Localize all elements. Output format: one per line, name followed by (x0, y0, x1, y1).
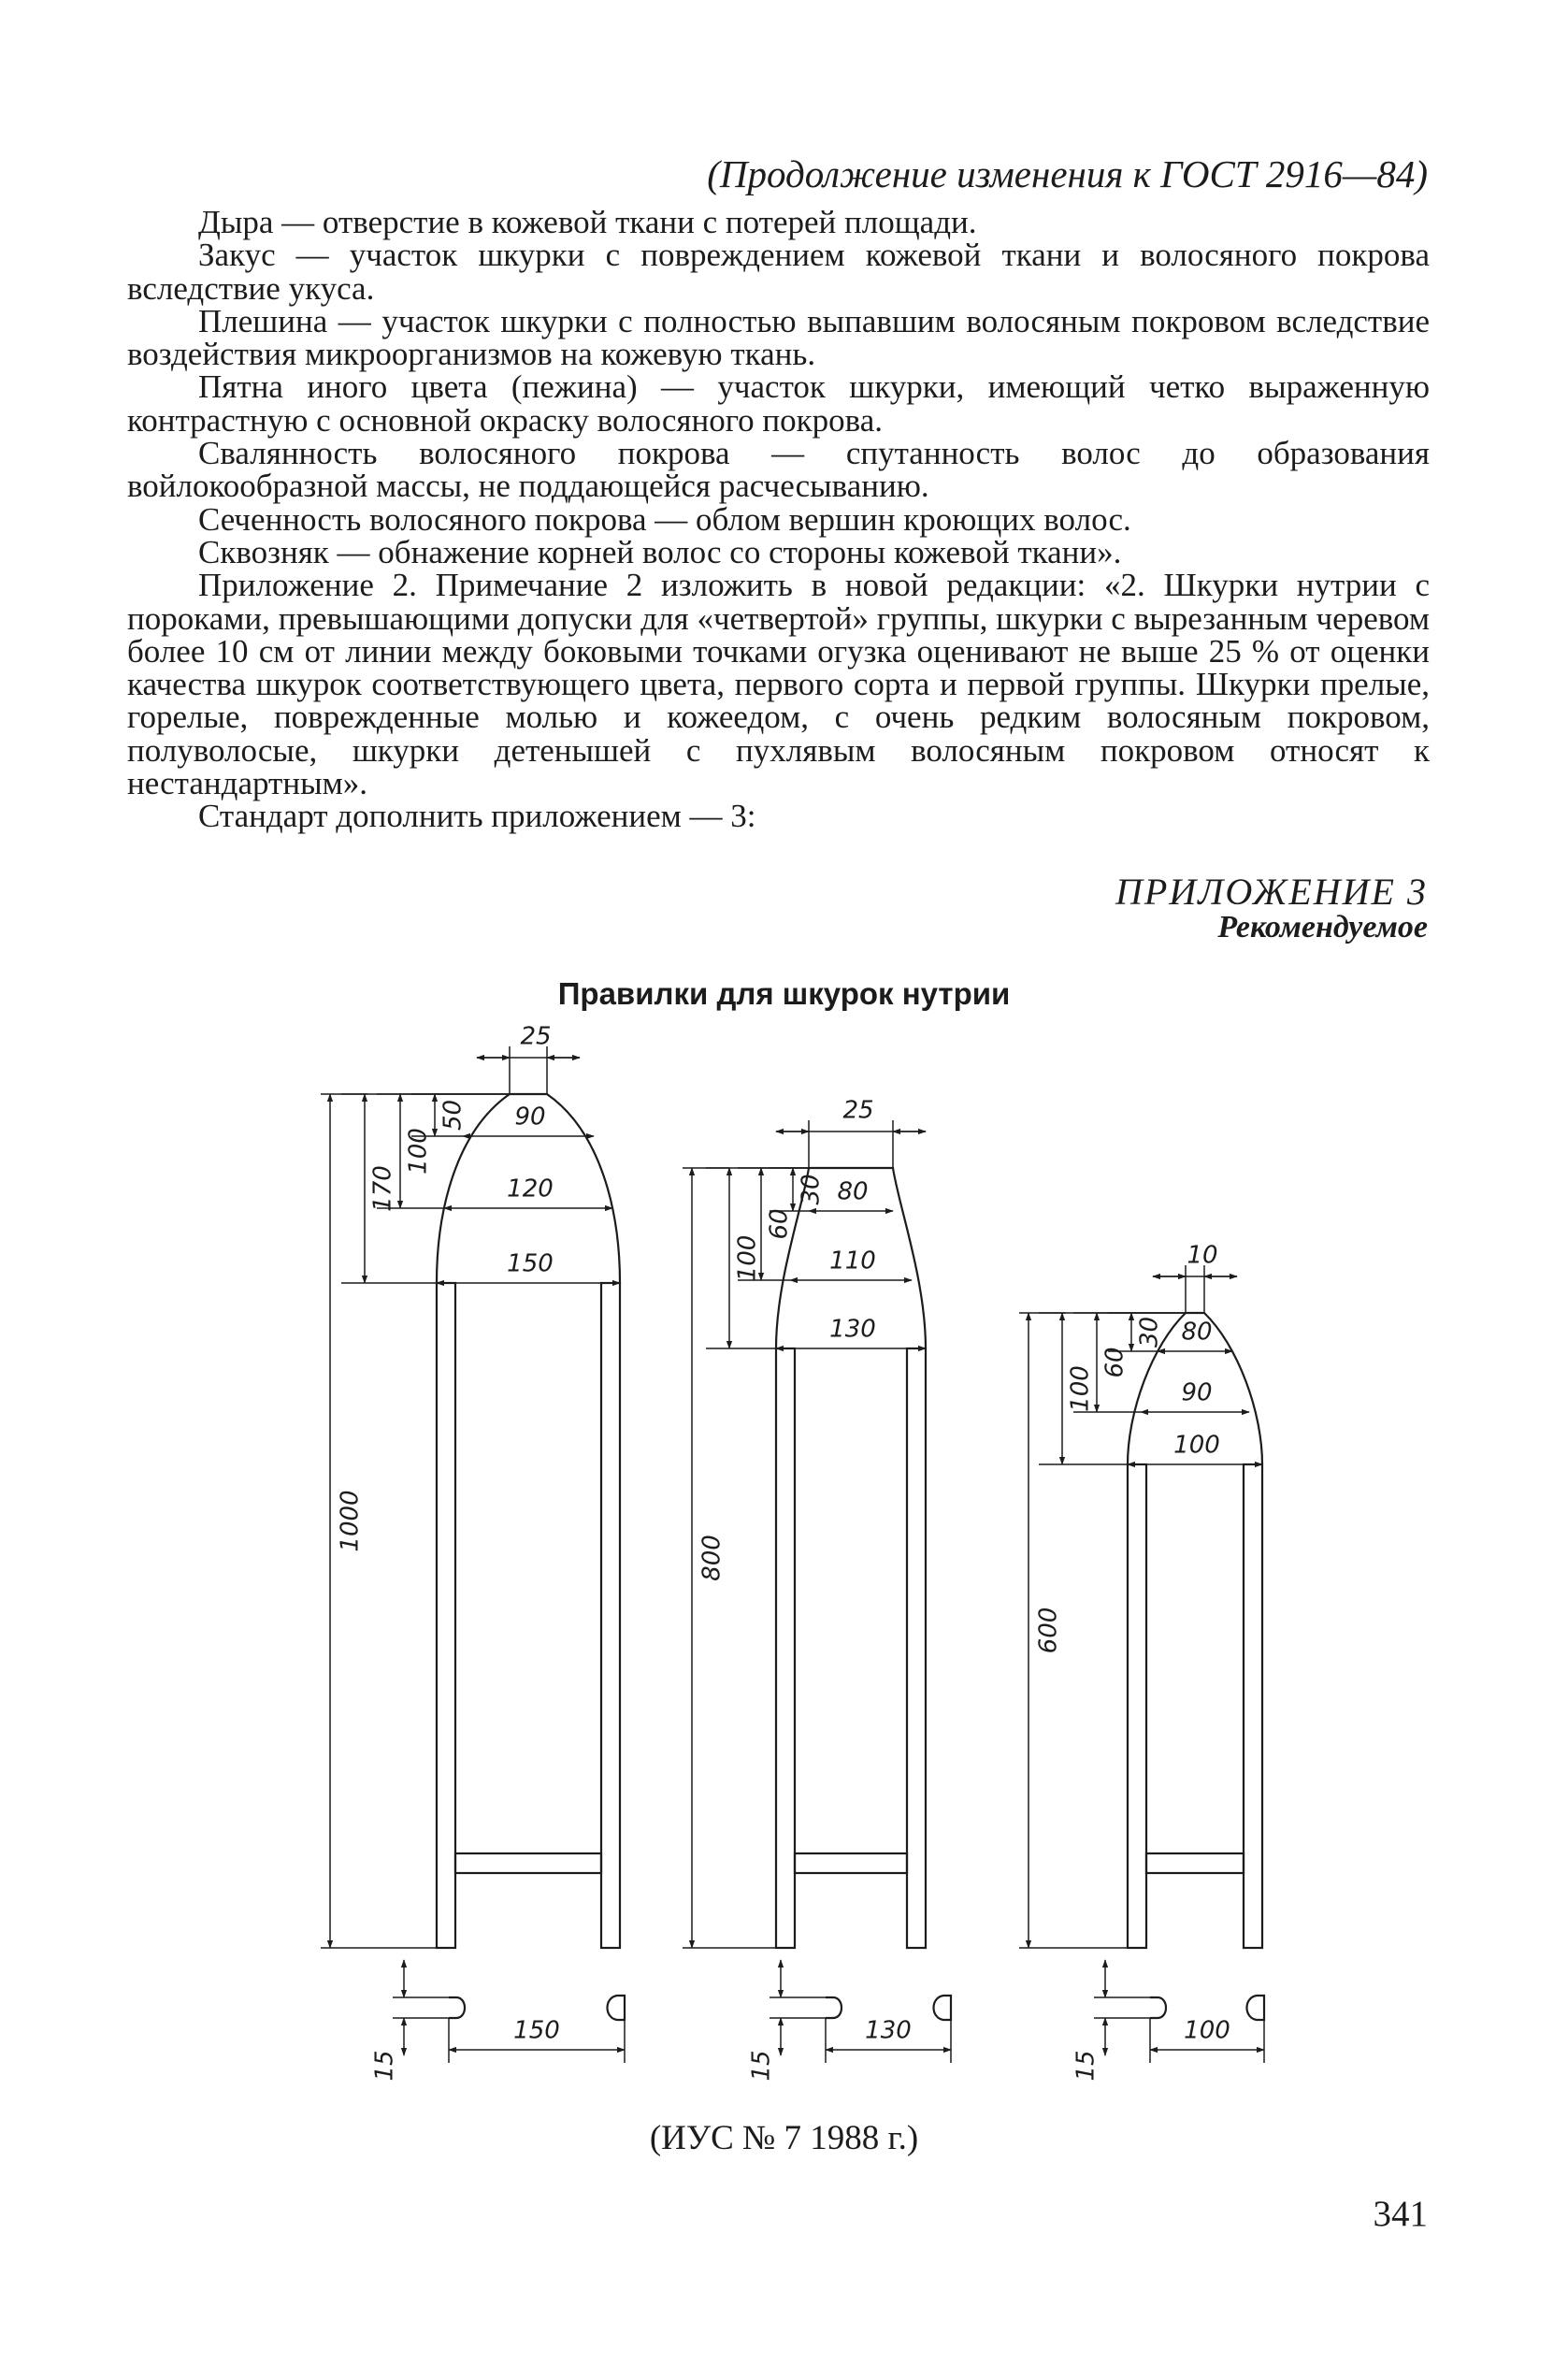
section-width-label: 150 (513, 2016, 560, 2045)
height-label: 30 (1135, 1316, 1164, 1348)
height-label: 60 (765, 1208, 794, 1240)
reference-note: (ИУС № 7 1988 г.) (649, 2119, 919, 2157)
height-label: 100 (404, 1128, 433, 1175)
total-height-label: 1000 (336, 1490, 365, 1552)
paragraph: Сквозняк — обнажение корней волос со стороны кожевой ткани». (198, 533, 1122, 570)
width-label: 150 (507, 1249, 554, 1278)
width-label: 80 (837, 1177, 869, 1206)
width-label: 100 (1173, 1431, 1220, 1460)
height-label: 170 (368, 1165, 397, 1212)
height-label: 50 (439, 1099, 468, 1132)
frame-rail-right (601, 1283, 620, 1948)
top-width-label: 10 (1187, 1241, 1218, 1270)
frame-rail-right (907, 1348, 926, 1948)
top-width-label: 25 (842, 1096, 874, 1125)
paragraph: Приложение 2. Примечание 2 изложить в новой редакции: «2. Шкурки нутрии с пороками, превышающими допуски для «четвертой» группы, шкурки с вырезанным черевом более 10 см от линии между боковыми точками огузка оценивают не выше 25 % от оценки качества шкурок соответствующего цвета, первого сорта и первой группы. Шкурки прелые, горелые, поврежденные молью и кожеедом, с очень редким волосяным покровом, полуволосые, шкурки детенышей с пухлявым волосяным покровом относят к нестандартным». (127, 567, 1430, 802)
paragraph: Пятна иного цвета (пежина) — участок шкурки, имеющий четко выраженную контрастную с основной окраску волосяного покрова. (127, 368, 1430, 439)
frame-rail-left (776, 1348, 795, 1948)
appendix-title: ПРИЛОЖЕНИЕ 3 (1115, 871, 1428, 913)
section-width-label: 100 (1184, 2016, 1230, 2045)
section-right (1247, 1996, 1265, 2020)
top-width-label: 25 (520, 1022, 552, 1051)
height-label: 100 (733, 1234, 762, 1282)
height-label: 60 (1100, 1347, 1129, 1378)
section-width-label: 130 (865, 2016, 912, 2045)
thickness-label: 15 (370, 2050, 399, 2082)
paragraph: Стандарт дополнить приложением — 3: (198, 798, 756, 835)
page-header: (Продолжение изменения к ГОСТ 2916—84) (707, 152, 1428, 195)
total-height-label: 600 (1034, 1607, 1063, 1654)
frame-crossbar (1146, 1853, 1244, 1873)
width-label: 110 (829, 1247, 876, 1276)
appendix-subtitle: Рекомендуемое (1217, 910, 1428, 944)
thickness-label: 15 (747, 2050, 776, 2082)
height-label: 100 (1066, 1365, 1095, 1412)
section-left (449, 1997, 465, 2018)
width-label: 90 (1181, 1378, 1213, 1407)
width-label: 80 (1181, 1318, 1213, 1347)
width-label: 90 (514, 1103, 546, 1132)
frame-rail-right (1244, 1464, 1262, 1948)
frame-crossbar (455, 1853, 601, 1873)
frame-rail-left (437, 1283, 455, 1948)
frame-rail-left (1128, 1464, 1146, 1948)
section-right (608, 1996, 626, 2020)
paragraph: Закус — участок шкурки с повреждением кожевой ткани и волосяного покрова вследствие укуса. (127, 237, 1430, 307)
section-left (1150, 1997, 1166, 2018)
section-left (826, 1997, 842, 2018)
paragraph: Сеченность волосяного покрова — облом вершин кроющих волос. (198, 500, 1131, 538)
thickness-label: 15 (1072, 2050, 1100, 2082)
width-label: 130 (829, 1315, 876, 1344)
height-label: 30 (797, 1174, 826, 1205)
paragraph: Свалянность волосяного покрова — спутанность волос до образования войлокообразной массы, не поддающейся расчесыванию. (127, 435, 1430, 505)
width-label: 120 (507, 1175, 554, 1204)
paragraph: Дыра — отверстие в кожевой ткани с потерей площади. (198, 204, 977, 240)
paragraph: Плешина — участок шкурки с полностью выпавшим волосяным покровом вследствие воздействия микроорганизмов на кожевую ткань. (127, 302, 1430, 373)
section-right (934, 1996, 952, 2020)
page-number: 341 (1373, 2194, 1428, 2234)
total-height-label: 800 (698, 1535, 726, 1581)
frame-crossbar (795, 1853, 907, 1873)
figure-title: Правилки для шкурок нутрии (557, 976, 1011, 1011)
